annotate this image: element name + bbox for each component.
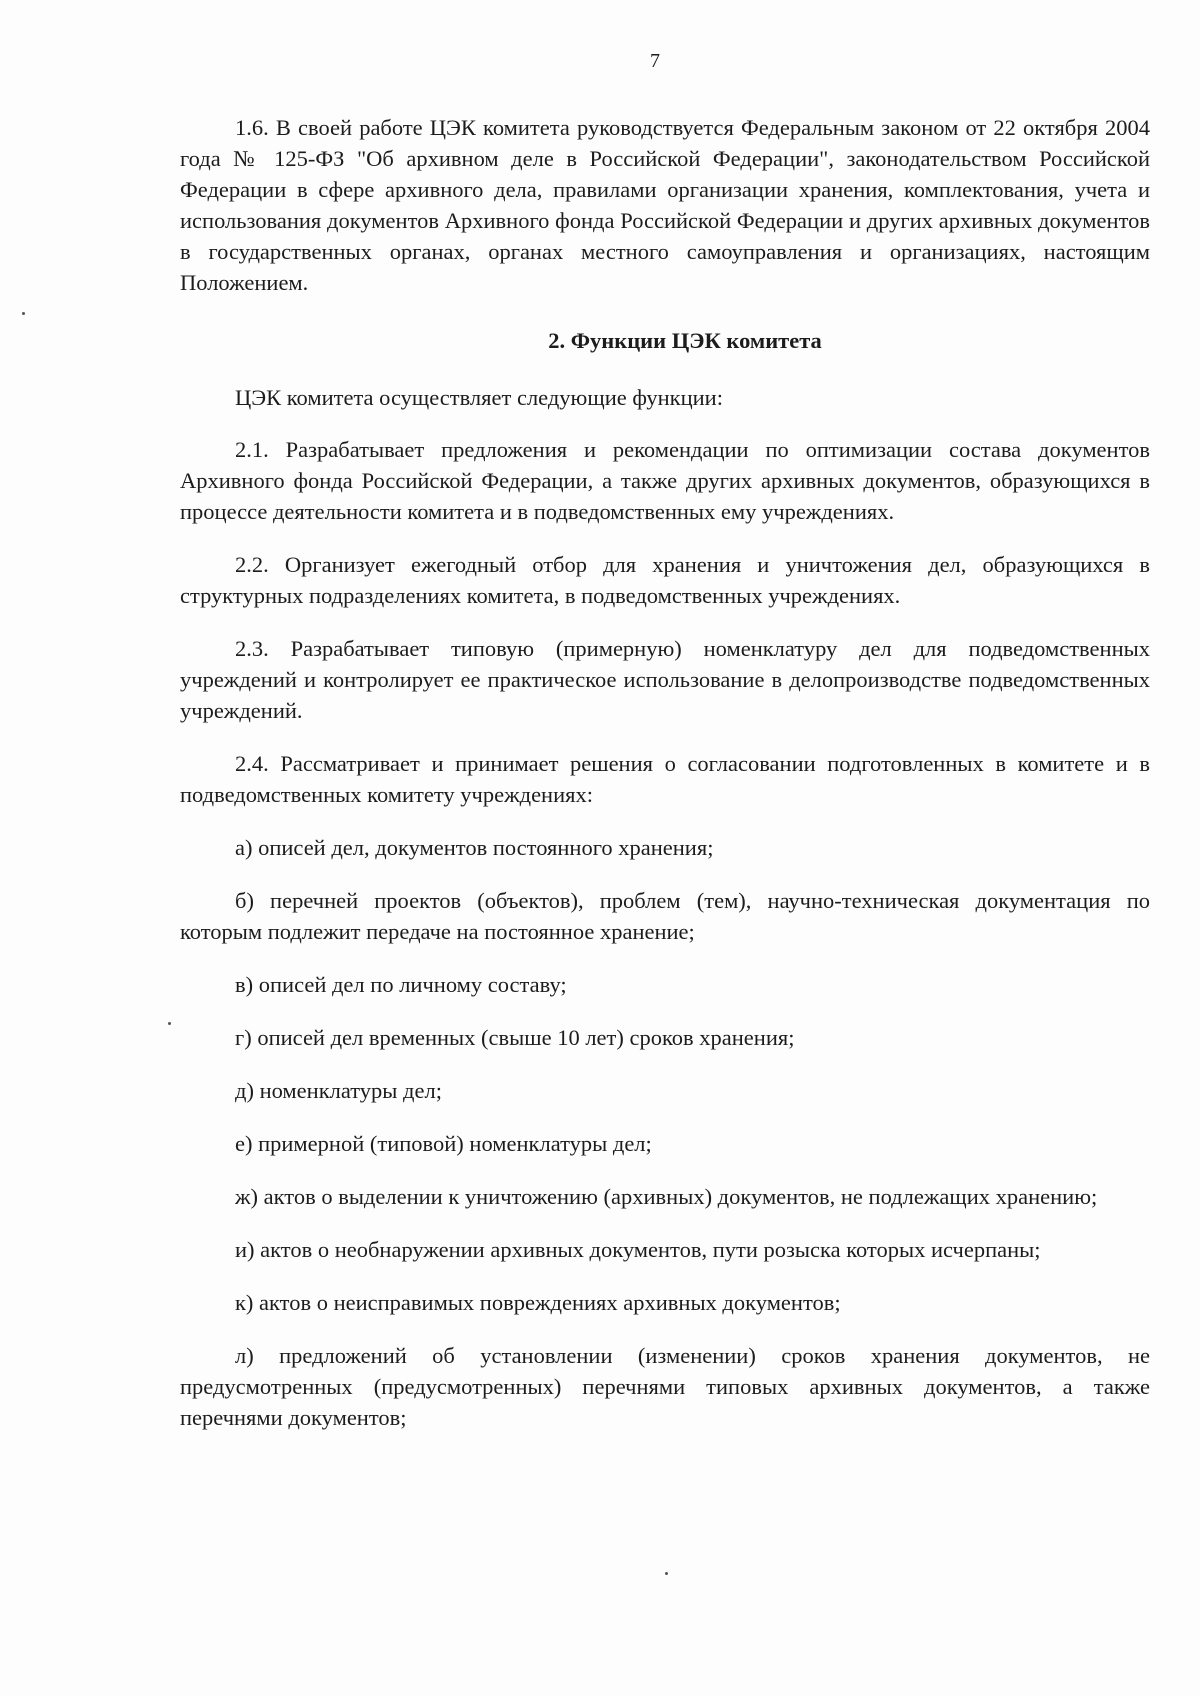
paragraph-2-4: 2.4. Рассматривает и принимает решения о согласовании подготовленных в комитете и в подведомственных комитету учреждениях:	[180, 751, 1150, 807]
section-heading: 2. Функции ЦЭК комитета	[548, 328, 822, 353]
list-item-d: д) номенклатуры дел;	[235, 1078, 442, 1103]
scan-speck	[665, 1572, 668, 1575]
list-item-b: б) перечней проектов (объектов), проблем (тем), научно-техническая документация по которым подлежит передаче на постоянное хранение;	[180, 888, 1150, 944]
paragraph-2-2: 2.2. Организует ежегодный отбор для хранения и уничтожения дел, образующихся в структурных подразделениях комитета, в подведомственных учреждениях.	[180, 552, 1150, 608]
scan-speck	[22, 312, 25, 315]
list-item-g: г) описей дел временных (свыше 10 лет) сроков хранения;	[235, 1025, 795, 1050]
list-item-l: л) предложений об установлении (изменении) сроков хранения документов, не предусмотренных (предусмотренных) перечнями типовых архивных документов, а также перечнями документов;	[180, 1343, 1150, 1430]
paragraph-2-3: 2.3. Разрабатывает типовую (примерную) номенклатуру дел для подведомственных учреждений и контролирует ее практическое использование в делопроизводстве подведомственных учреждений.	[180, 636, 1150, 723]
list-item-i: и) актов о необнаружении архивных документов, пути розыска которых исчерпаны;	[235, 1237, 1041, 1262]
page-number: 7	[650, 50, 660, 72]
list-item-zh: ж) актов о выделении к уничтожению (архивных) документов, не подлежащих хранению;	[235, 1184, 1098, 1209]
list-item-v: в) описей дел по личному составу;	[235, 972, 567, 997]
paragraph-intro: ЦЭК комитета осуществляет следующие функции:	[235, 385, 723, 410]
paragraph-2-1: 2.1. Разрабатывает предложения и рекомендации по оптимизации состава документов Архивного фонда Российской Федерации, а также других архивных документов, образующихся в процессе деятельности комитета и в подведомственных ему учреждениях.	[180, 437, 1150, 524]
document-body	[180, 112, 1150, 1433]
paragraph-1-6: 1.6. В своей работе ЦЭК комитета руководствуется Федеральным законом от 22 октября 2004 года № 125-ФЗ "Об архивном деле в Российской Федерации", законодательством Российской Федерации в сфере архивного дела, правилами организации хранения, комплектования, учета и использования документов Архивного фонда Российской Федерации и других архивных документов в государственных органах, органах местного самоуправления и организациях, настоящим Положением.	[180, 115, 1150, 295]
list-item-k: к) актов о неисправимых повреждениях архивных документов;	[235, 1290, 841, 1315]
list-item-a: а) описей дел, документов постоянного хранения;	[235, 835, 714, 860]
list-item-e: е) примерной (типовой) номенклатуры дел;	[235, 1131, 652, 1156]
scan-speck	[168, 1022, 171, 1025]
